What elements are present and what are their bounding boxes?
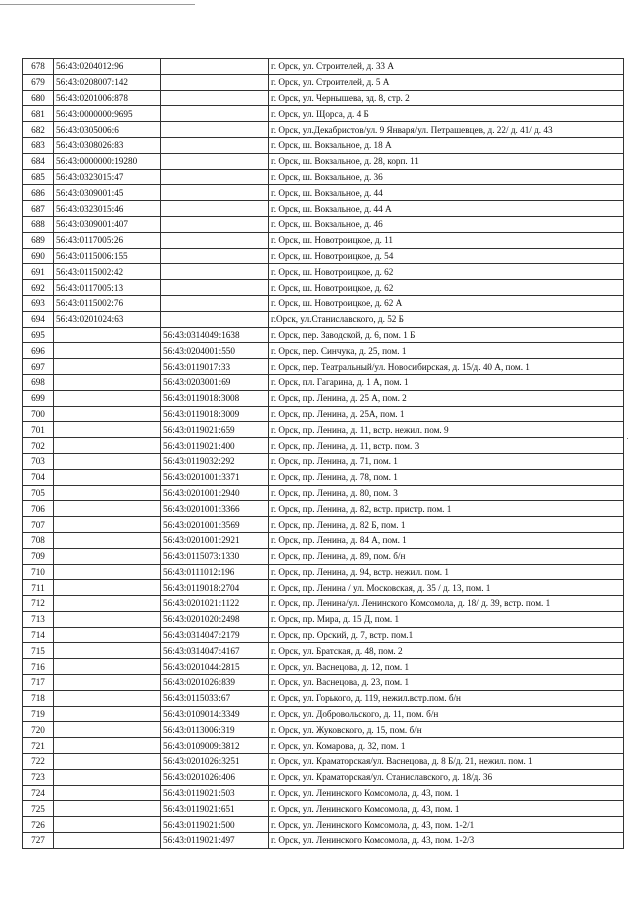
address-cell: г. Орск, ул. Краматорская/ул. Станиславского, д. 18/д. 36 — [269, 769, 624, 785]
row-number-cell: 722 — [23, 754, 54, 770]
table-row — [23, 627, 624, 643]
premises-cadastral-number-cell — [161, 201, 269, 217]
row-number-cell: 691 — [23, 264, 54, 280]
row-number-cell: 710 — [23, 564, 54, 580]
address-cell: г. Орск, пр. Ленина, д. 84 А, пом. 1 — [269, 532, 624, 548]
land-cadastral-number-cell — [54, 359, 161, 375]
address-cell: г. Орск, ш. Вокзальное, д. 28, корп. 11 — [269, 153, 624, 169]
premises-cadastral-number-cell: 56:43:0119018:3009 — [161, 406, 269, 422]
table-row — [23, 453, 624, 469]
address-cell: г. Орск, пр. Ленина / ул. Московская, д. 35 / д. 13, пом. 1 — [269, 580, 624, 596]
address-cell: г. Орск, пр. Ленина, д. 82 Б, пом. 1 — [269, 517, 624, 533]
row-number-cell: 713 — [23, 611, 54, 627]
address-cell: г. Орск, ул. Ленинского Комсомола, д. 43, пом. 1-2/3 — [269, 833, 624, 849]
land-cadastral-number-cell: 56:43:0000000:9695 — [54, 106, 161, 122]
address-cell: г. Орск, ш. Новотроицкое, д. 62 А — [269, 295, 624, 311]
premises-cadastral-number-cell: 56:43:0201026:3251 — [161, 754, 269, 770]
premises-cadastral-number-cell — [161, 74, 269, 90]
premises-cadastral-number-cell: 56:43:0109009:3812 — [161, 738, 269, 754]
table-row — [23, 343, 624, 359]
table-row — [23, 532, 624, 548]
premises-cadastral-number-cell: 56:43:0203001:69 — [161, 374, 269, 390]
land-cadastral-number-cell — [54, 738, 161, 754]
row-number-cell: 688 — [23, 216, 54, 232]
row-number-cell: 726 — [23, 817, 54, 833]
land-cadastral-number-cell — [54, 390, 161, 406]
address-cell: г. Орск, ул. Жуковского, д. 15, пом. б/н — [269, 722, 624, 738]
address-cell: г. Орск, пр. Ленина, д. 25А, пом. 1 — [269, 406, 624, 422]
premises-cadastral-number-cell: 56:43:0201026:406 — [161, 769, 269, 785]
premises-cadastral-number-cell — [161, 295, 269, 311]
land-cadastral-number-cell: 56:43:0208007:142 — [54, 74, 161, 90]
row-number-cell: 678 — [23, 59, 54, 75]
land-cadastral-number-cell: 56:43:0309001:45 — [54, 185, 161, 201]
row-number-cell: 716 — [23, 659, 54, 675]
row-number-cell: 711 — [23, 580, 54, 596]
land-cadastral-number-cell: 56:43:0117005:26 — [54, 232, 161, 248]
land-cadastral-number-cell — [54, 501, 161, 517]
table-row — [23, 169, 624, 185]
premises-cadastral-number-cell: 56:43:0119021:503 — [161, 785, 269, 801]
land-cadastral-number-cell: 56:43:0323015:46 — [54, 201, 161, 217]
table-row — [23, 264, 624, 280]
land-cadastral-number-cell — [54, 453, 161, 469]
land-cadastral-number-cell — [54, 406, 161, 422]
row-number-cell: 687 — [23, 201, 54, 217]
land-cadastral-number-cell — [54, 754, 161, 770]
row-number-cell: 682 — [23, 122, 54, 138]
premises-cadastral-number-cell: 56:43:0314049:1638 — [161, 327, 269, 343]
row-number-cell: 701 — [23, 422, 54, 438]
table-row — [23, 738, 624, 754]
address-cell: г. Орск, ш. Вокзальное, д. 46 — [269, 216, 624, 232]
address-cell: г. Орск, пр. Ленина, д. 94, встр. нежил. пом. 1 — [269, 564, 624, 580]
table-row — [23, 548, 624, 564]
row-number-cell: 702 — [23, 438, 54, 454]
land-cadastral-number-cell — [54, 769, 161, 785]
premises-cadastral-number-cell: 56:43:0119032:292 — [161, 453, 269, 469]
address-cell: г. Орск, ул. Комарова, д. 32, пом. 1 — [269, 738, 624, 754]
table-row — [23, 295, 624, 311]
row-number-cell: 693 — [23, 295, 54, 311]
table-row — [23, 106, 624, 122]
land-cadastral-number-cell: 56:43:0305006:6 — [54, 122, 161, 138]
premises-cadastral-number-cell: 56:43:0119021:659 — [161, 422, 269, 438]
address-cell: г. Орск, ул. Васнецова, д. 23, пом. 1 — [269, 675, 624, 691]
premises-cadastral-number-cell — [161, 311, 269, 327]
land-cadastral-number-cell — [54, 706, 161, 722]
row-number-cell: 686 — [23, 185, 54, 201]
land-cadastral-number-cell — [54, 343, 161, 359]
address-cell: г. Орск, пр. Ленина/ул. Ленинского Комсомола, д. 18/ д. 39, встр. пом. 1 — [269, 596, 624, 612]
table-row — [23, 280, 624, 296]
row-number-cell: 685 — [23, 169, 54, 185]
table-row — [23, 59, 624, 75]
address-cell: г. Орск, пр. Ленина, д. 80, пом. 3 — [269, 485, 624, 501]
premises-cadastral-number-cell — [161, 153, 269, 169]
table-row — [23, 485, 624, 501]
row-number-cell: 679 — [23, 74, 54, 90]
premises-cadastral-number-cell: 56:43:0201021:1122 — [161, 596, 269, 612]
table-row — [23, 122, 624, 138]
table-row — [23, 675, 624, 691]
land-cadastral-number-cell — [54, 374, 161, 390]
address-cell: г. Орск, пер. Заводской, д. 6, пом. 1 Б — [269, 327, 624, 343]
property-table — [22, 58, 624, 849]
land-cadastral-number-cell — [54, 485, 161, 501]
land-cadastral-number-cell: 56:43:0323015:47 — [54, 169, 161, 185]
row-number-cell: 721 — [23, 738, 54, 754]
premises-cadastral-number-cell: 56:43:0314047:4167 — [161, 643, 269, 659]
address-cell: г. Орск, пр. Ленина, д. 82, встр. пристр. пом. 1 — [269, 501, 624, 517]
premises-cadastral-number-cell: 56:43:0201001:3366 — [161, 501, 269, 517]
row-number-cell: 700 — [23, 406, 54, 422]
land-cadastral-number-cell: 56:43:0115002:76 — [54, 295, 161, 311]
table-row — [23, 580, 624, 596]
table-row — [23, 153, 624, 169]
land-cadastral-number-cell — [54, 643, 161, 659]
address-cell: г. Орск, ул. Краматорская/ул. Васнецова, д. 8 Б/д. 21, нежил. пом. 1 — [269, 754, 624, 770]
row-number-cell: 717 — [23, 675, 54, 691]
address-cell: г. Орск, пр. Ленина, д. 89, пом. б/н — [269, 548, 624, 564]
table-row — [23, 469, 624, 485]
address-cell: г. Орск, пер. Театральный/ул. Новосибирская, д. 15/д. 40 А, пом. 1 — [269, 359, 624, 375]
premises-cadastral-number-cell: 56:43:0119021:400 — [161, 438, 269, 454]
address-cell: г. Орск, ш. Новотроицкое, д. 11 — [269, 232, 624, 248]
land-cadastral-number-cell — [54, 596, 161, 612]
address-cell: г. Орск, ул. Чернышева, зд. 8, стр. 2 — [269, 90, 624, 106]
table-row — [23, 185, 624, 201]
premises-cadastral-number-cell: 56:43:0201001:2940 — [161, 485, 269, 501]
row-number-cell: 719 — [23, 706, 54, 722]
land-cadastral-number-cell — [54, 532, 161, 548]
address-cell: г. Орск, пер. Синчука, д. 25, пом. 1 — [269, 343, 624, 359]
land-cadastral-number-cell — [54, 690, 161, 706]
premises-cadastral-number-cell — [161, 185, 269, 201]
row-number-cell: 707 — [23, 517, 54, 533]
table-row — [23, 311, 624, 327]
address-cell: г. Орск, пр. Ленина, д. 71, пом. 1 — [269, 453, 624, 469]
row-number-cell: 727 — [23, 833, 54, 849]
table-row — [23, 769, 624, 785]
row-number-cell: 692 — [23, 280, 54, 296]
row-number-cell: 714 — [23, 627, 54, 643]
land-cadastral-number-cell — [54, 675, 161, 691]
premises-cadastral-number-cell: 56:43:0201001:3371 — [161, 469, 269, 485]
land-cadastral-number-cell: 56:43:0309001:407 — [54, 216, 161, 232]
row-number-cell: 723 — [23, 769, 54, 785]
address-cell: г. Орск, пр. Ленина, д. 11, встр. нежил. пом. 9 — [269, 422, 624, 438]
address-cell: г. Орск, ш. Новотроицкое, д. 62 — [269, 280, 624, 296]
row-number-cell: 705 — [23, 485, 54, 501]
table-row — [23, 422, 624, 438]
address-cell: г. Орск, пл. Гагарина, д. 1 А, пом. 1 — [269, 374, 624, 390]
land-cadastral-number-cell — [54, 438, 161, 454]
land-cadastral-number-cell: 56:43:0201006:878 — [54, 90, 161, 106]
land-cadastral-number-cell — [54, 327, 161, 343]
table-row — [23, 517, 624, 533]
premises-cadastral-number-cell: 56:43:0113006:319 — [161, 722, 269, 738]
premises-cadastral-number-cell: 56:43:0111012:196 — [161, 564, 269, 580]
table-row — [23, 564, 624, 580]
address-cell: г. Орск, ул. Васнецова, д. 12, пом. 1 — [269, 659, 624, 675]
premises-cadastral-number-cell: 56:43:0119021:497 — [161, 833, 269, 849]
land-cadastral-number-cell — [54, 564, 161, 580]
premises-cadastral-number-cell — [161, 216, 269, 232]
address-cell: г. Орск, ш. Вокзальное, д. 18 А — [269, 137, 624, 153]
land-cadastral-number-cell: 56:43:0117005:13 — [54, 280, 161, 296]
table-row — [23, 596, 624, 612]
land-cadastral-number-cell — [54, 659, 161, 675]
land-cadastral-number-cell: 56:43:0201024:63 — [54, 311, 161, 327]
table-row — [23, 659, 624, 675]
land-cadastral-number-cell — [54, 469, 161, 485]
land-cadastral-number-cell — [54, 627, 161, 643]
table-row — [23, 817, 624, 833]
land-cadastral-number-cell — [54, 517, 161, 533]
address-cell: г. Орск, пр. Ленина, д. 25 А, пом. 2 — [269, 390, 624, 406]
row-number-cell: 709 — [23, 548, 54, 564]
premises-cadastral-number-cell: 56:43:0119018:2704 — [161, 580, 269, 596]
table-row — [23, 216, 624, 232]
land-cadastral-number-cell — [54, 422, 161, 438]
land-cadastral-number-cell: 56:43:0204012:96 — [54, 59, 161, 75]
address-cell: г. Орск, ул. Братская, д. 48, пом. 2 — [269, 643, 624, 659]
premises-cadastral-number-cell — [161, 280, 269, 296]
address-cell: г. Орск, ул. Ленинского Комсомола, д. 43, пом. 1 — [269, 785, 624, 801]
premises-cadastral-number-cell: 56:43:0115073:1330 — [161, 548, 269, 564]
row-number-cell: 720 — [23, 722, 54, 738]
address-cell: г. Орск, ш. Вокзальное, д. 44 — [269, 185, 624, 201]
table-row — [23, 833, 624, 849]
row-number-cell: 708 — [23, 532, 54, 548]
land-cadastral-number-cell — [54, 722, 161, 738]
address-cell: г. Орск, пр. Орский, д. 7, встр. пом.1 — [269, 627, 624, 643]
row-number-cell: 699 — [23, 390, 54, 406]
land-cadastral-number-cell — [54, 801, 161, 817]
premises-cadastral-number-cell — [161, 169, 269, 185]
address-cell: г. Орск, ш. Вокзальное, д. 36 — [269, 169, 624, 185]
address-cell: г. Орск, ш. Новотроицкое, д. 54 — [269, 248, 624, 264]
table-row — [23, 248, 624, 264]
premises-cadastral-number-cell — [161, 232, 269, 248]
premises-cadastral-number-cell: 56:43:0204001:550 — [161, 343, 269, 359]
table-row — [23, 706, 624, 722]
land-cadastral-number-cell — [54, 817, 161, 833]
top-rule — [0, 4, 195, 5]
row-number-cell: 695 — [23, 327, 54, 343]
premises-cadastral-number-cell: 56:43:0201001:2921 — [161, 532, 269, 548]
address-cell: г. Орск, ш. Вокзальное, д. 44 А — [269, 201, 624, 217]
table-row — [23, 74, 624, 90]
table-row — [23, 754, 624, 770]
table-row — [23, 722, 624, 738]
premises-cadastral-number-cell — [161, 106, 269, 122]
premises-cadastral-number-cell: 56:43:0119018:3008 — [161, 390, 269, 406]
table-row — [23, 690, 624, 706]
row-number-cell: 680 — [23, 90, 54, 106]
address-cell: г. Орск, пр. Ленина, д. 11, встр. пом. 3 — [269, 438, 624, 454]
table-row — [23, 374, 624, 390]
row-number-cell: 703 — [23, 453, 54, 469]
land-cadastral-number-cell: 56:43:0115002:42 — [54, 264, 161, 280]
premises-cadastral-number-cell: 56:43:0119017:33 — [161, 359, 269, 375]
premises-cadastral-number-cell — [161, 248, 269, 264]
premises-cadastral-number-cell: 56:43:0201026:839 — [161, 675, 269, 691]
row-number-cell: 690 — [23, 248, 54, 264]
table-row — [23, 438, 624, 454]
row-number-cell: 683 — [23, 137, 54, 153]
premises-cadastral-number-cell: 56:43:0314047:2179 — [161, 627, 269, 643]
premises-cadastral-number-cell: 56:43:0119021:651 — [161, 801, 269, 817]
premises-cadastral-number-cell: 56:43:0109014:3349 — [161, 706, 269, 722]
table-row — [23, 785, 624, 801]
row-number-cell: 704 — [23, 469, 54, 485]
table-row — [23, 611, 624, 627]
row-number-cell: 697 — [23, 359, 54, 375]
address-cell: г. Орск, ул. Добровольского, д. 11, пом. б/н — [269, 706, 624, 722]
premises-cadastral-number-cell — [161, 59, 269, 75]
table-row — [23, 359, 624, 375]
premises-cadastral-number-cell: 56:43:0115033:67 — [161, 690, 269, 706]
address-cell: г. Орск, ул.Декабристов/ул. 9 Января/ул. Петрашевцев, д. 22/ д. 41/ д. 43 — [269, 122, 624, 138]
row-number-cell: 684 — [23, 153, 54, 169]
property-table-body — [23, 59, 624, 849]
premises-cadastral-number-cell: 56:43:0201020:2498 — [161, 611, 269, 627]
table-row — [23, 406, 624, 422]
land-cadastral-number-cell — [54, 833, 161, 849]
address-cell: г. Орск, ул. Строителей, д. 33 А — [269, 59, 624, 75]
row-number-cell: 706 — [23, 501, 54, 517]
land-cadastral-number-cell — [54, 580, 161, 596]
table-row — [23, 201, 624, 217]
land-cadastral-number-cell: 56:43:0308026:83 — [54, 137, 161, 153]
row-number-cell: 715 — [23, 643, 54, 659]
land-cadastral-number-cell: 56:43:0000000:19280 — [54, 153, 161, 169]
address-cell: г. Орск, пр. Ленина, д. 78, пом. 1 — [269, 469, 624, 485]
address-cell: г. Орск, ул. Горького, д. 119, нежил.встр.пом. б/н — [269, 690, 624, 706]
row-number-cell: 698 — [23, 374, 54, 390]
row-number-cell: 712 — [23, 596, 54, 612]
address-cell: г. Орск, ул. Щорса, д. 4 Б — [269, 106, 624, 122]
table-row — [23, 232, 624, 248]
address-cell: г. Орск, ул. Ленинского Комсомола, д. 43, пом. 1 — [269, 801, 624, 817]
address-cell: г.Орск, ул.Станиславского, д. 52 Б — [269, 311, 624, 327]
row-number-cell: 696 — [23, 343, 54, 359]
table-row — [23, 501, 624, 517]
table-row — [23, 801, 624, 817]
table-row — [23, 90, 624, 106]
table-row — [23, 137, 624, 153]
row-number-cell: 694 — [23, 311, 54, 327]
premises-cadastral-number-cell: 56:43:0201044:2815 — [161, 659, 269, 675]
table-row — [23, 327, 624, 343]
land-cadastral-number-cell: 56:43:0115006:155 — [54, 248, 161, 264]
premises-cadastral-number-cell: 56:43:0201001:3569 — [161, 517, 269, 533]
premises-cadastral-number-cell — [161, 264, 269, 280]
table-row — [23, 643, 624, 659]
row-number-cell: 718 — [23, 690, 54, 706]
address-cell: г. Орск, ул. Строителей, д. 5 А — [269, 74, 624, 90]
scan-speck — [627, 438, 628, 439]
row-number-cell: 681 — [23, 106, 54, 122]
land-cadastral-number-cell — [54, 548, 161, 564]
address-cell: г. Орск, ул. Ленинского Комсомола, д. 43, пом. 1-2/1 — [269, 817, 624, 833]
address-cell: г. Орск, ш. Новотроицкое, д. 62 — [269, 264, 624, 280]
premises-cadastral-number-cell — [161, 90, 269, 106]
table-row — [23, 390, 624, 406]
row-number-cell: 725 — [23, 801, 54, 817]
premises-cadastral-number-cell — [161, 122, 269, 138]
land-cadastral-number-cell — [54, 611, 161, 627]
address-cell: г. Орск, пр. Мира, д. 15 Д, пом. 1 — [269, 611, 624, 627]
premises-cadastral-number-cell: 56:43:0119021:500 — [161, 817, 269, 833]
land-cadastral-number-cell — [54, 785, 161, 801]
property-register — [22, 58, 624, 849]
row-number-cell: 724 — [23, 785, 54, 801]
premises-cadastral-number-cell — [161, 137, 269, 153]
row-number-cell: 689 — [23, 232, 54, 248]
